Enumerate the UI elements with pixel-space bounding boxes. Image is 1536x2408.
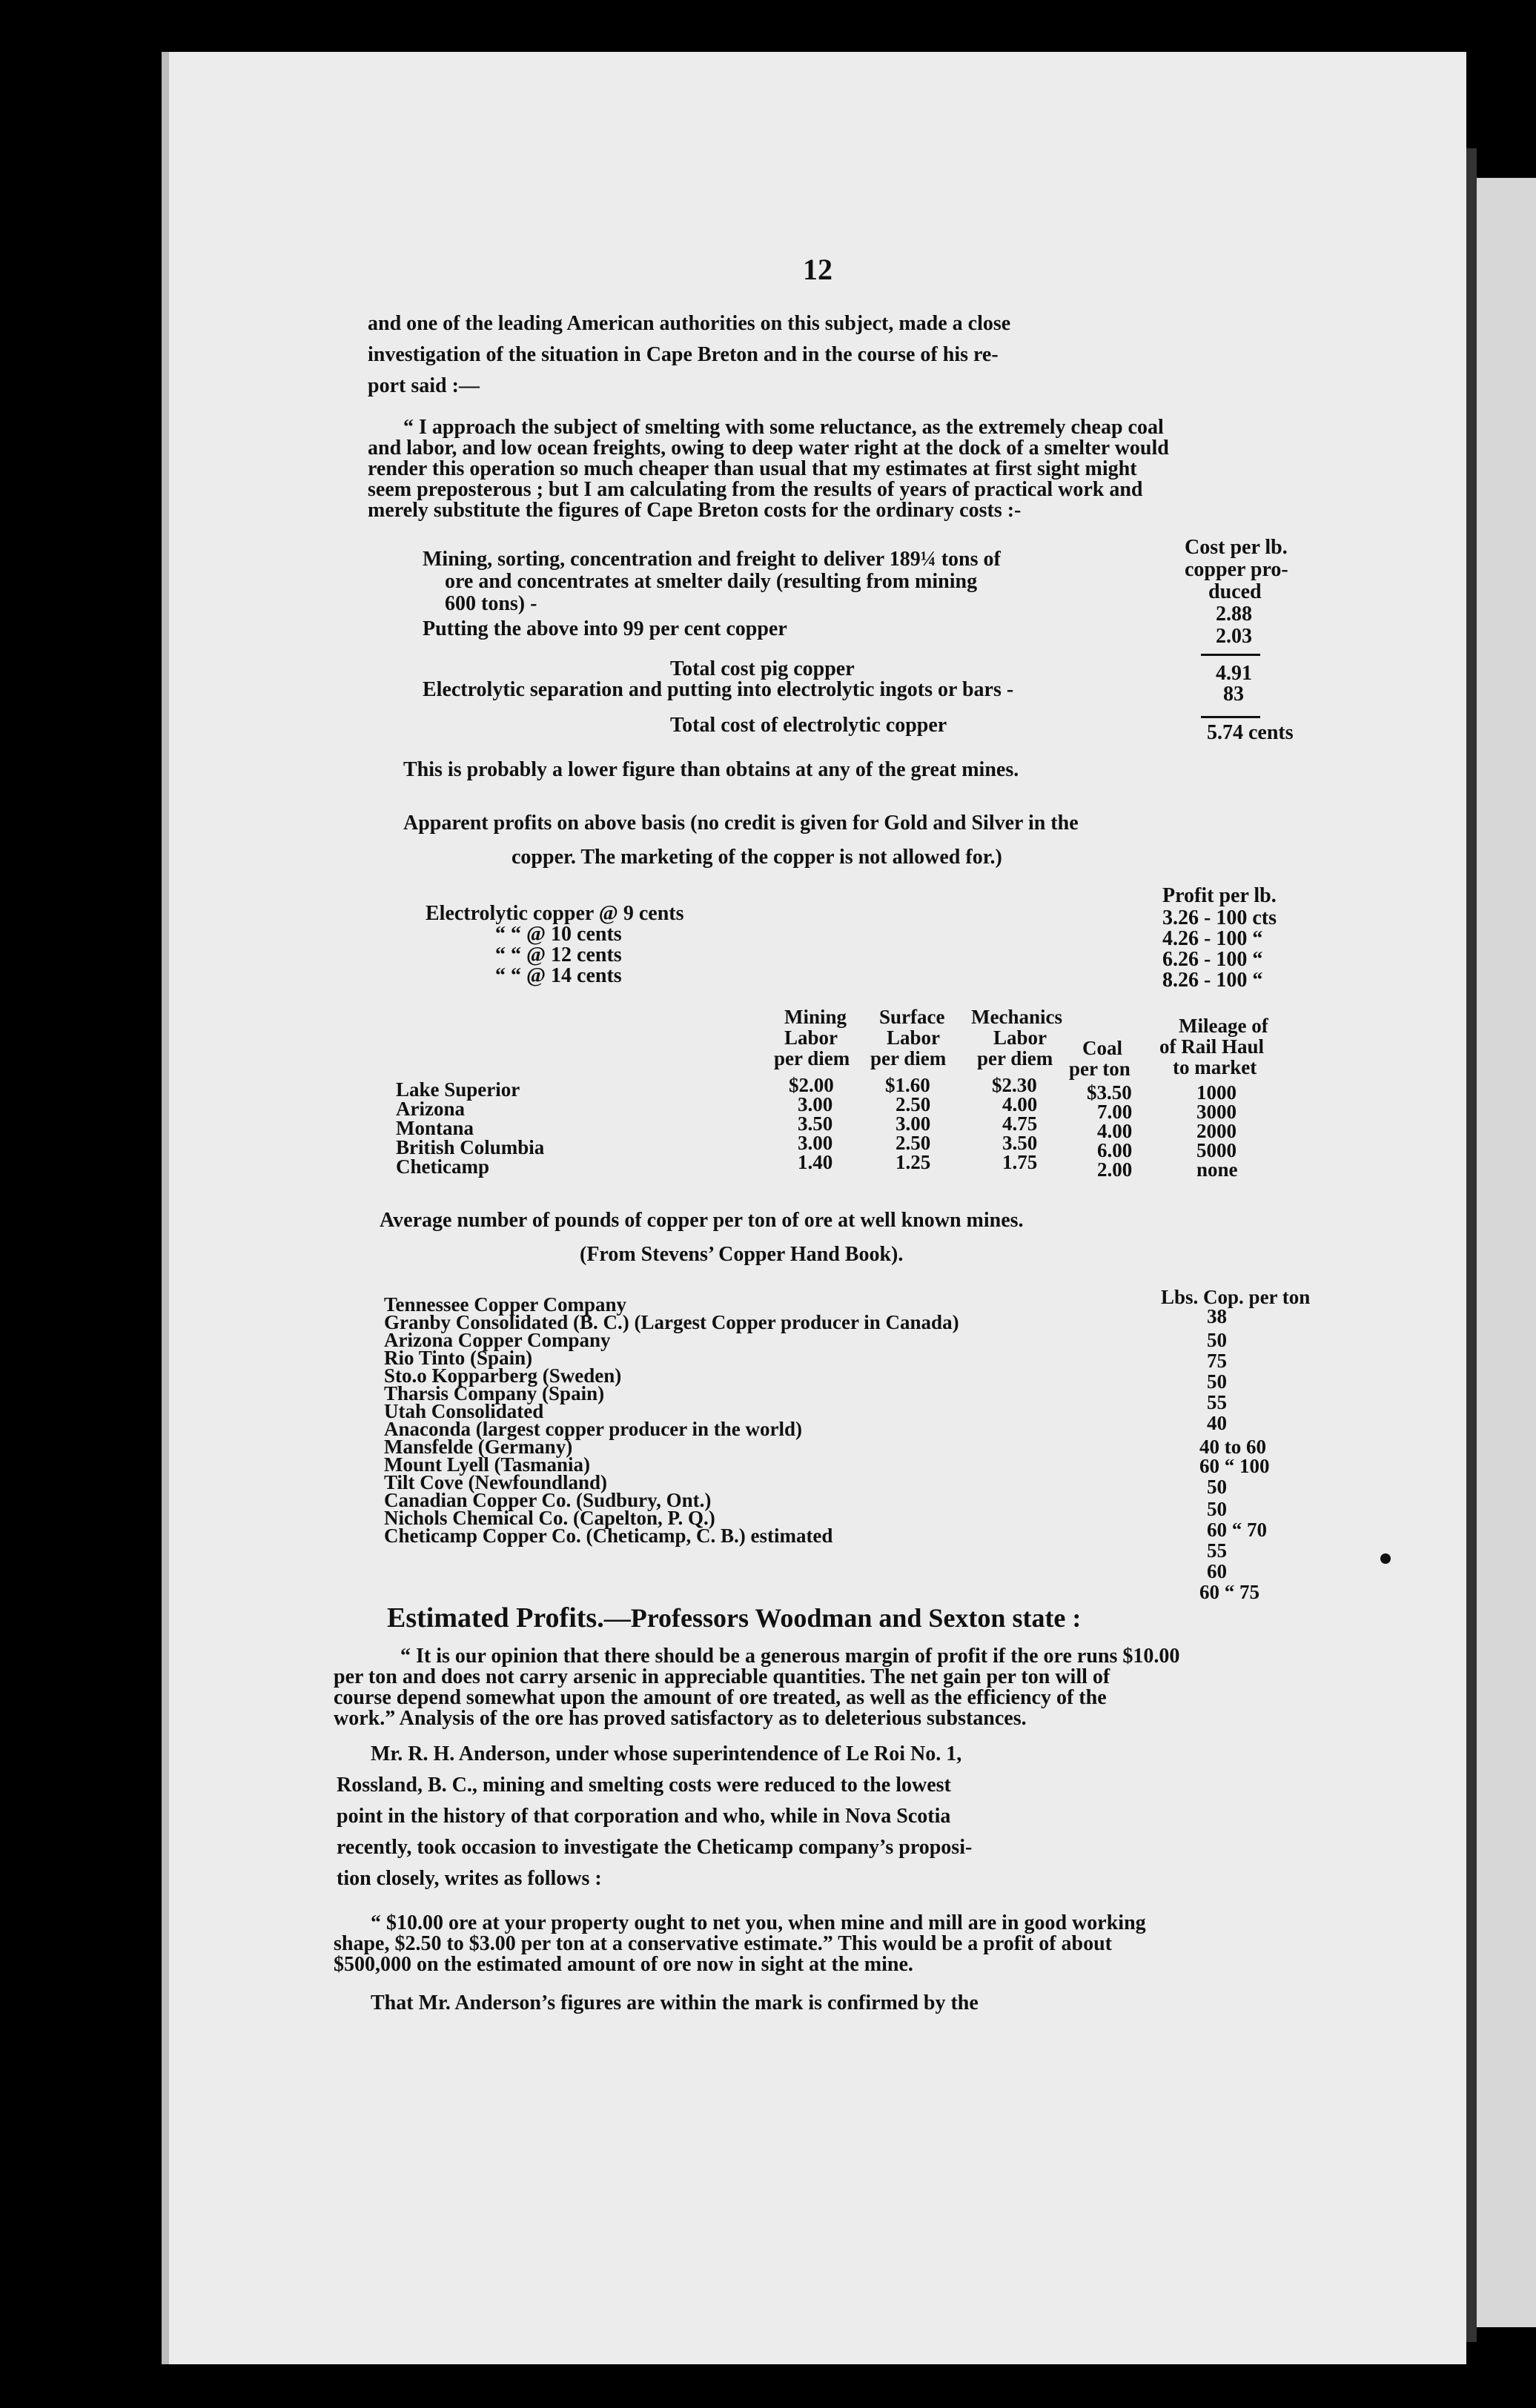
quote-line: seem preposterous ; but I am calculating from the results of years of practical work and <box>368 478 1143 501</box>
quote-line: merely substitute the figures of Cape Breton costs for the ordinary costs :- <box>368 499 1022 522</box>
adjacent-page-edge <box>1475 178 1536 2327</box>
column-header: per diem <box>977 1047 1053 1069</box>
cost-row-label: ore and concentrates at smelter daily (resulting from mining <box>445 570 978 593</box>
quote-line: shape, $2.50 to $3.00 per ton at a conservative estimate.” This would be a profit of about <box>334 1932 1112 1955</box>
table-cell: $2.00 <box>789 1074 834 1096</box>
cost-value: 4.91 <box>1216 662 1252 685</box>
cost-header: duced <box>1208 580 1262 603</box>
mine-name: Tilt Cove (Newfoundland) <box>384 1471 608 1493</box>
mine-name: Tennessee Copper Company <box>384 1293 627 1316</box>
table-cell: 4.00 <box>1002 1093 1038 1115</box>
mine-value: 40 to 60 <box>1199 1436 1266 1458</box>
mine-name: Mansfelde (Germany) <box>384 1436 573 1458</box>
quote-line: and labor, and low ocean freights, owing to deep water right at the dock of a smelter would <box>368 437 1169 460</box>
mine-name: Nichols Chemical Co. (Capelton, P. Q.) <box>384 1507 715 1529</box>
table-cell: $2.30 <box>992 1074 1037 1096</box>
quote-line: per ton and does not carry arsenic in appreciable quantities. The net gain per ton will of <box>334 1665 1110 1688</box>
cost-row-label: Electrolytic separation and putting into electrolytic ingots or bars - <box>423 678 1014 701</box>
sum-rule <box>1201 716 1260 718</box>
row-name: Arizona <box>396 1098 465 1120</box>
cost-row-label: Mining, sorting, concentration and freight to deliver 189¼ tons of <box>423 548 1001 571</box>
mine-value: 60 <box>1207 1560 1227 1582</box>
quote-line: “ $10.00 ore at your property ought to net you, when mine and mill are in good working <box>371 1911 1146 1934</box>
cost-header: copper pro- <box>1185 558 1288 581</box>
column-header: Coal <box>1082 1037 1122 1059</box>
paragraph-line: recently, took occasion to investigate the Cheticamp company’s proposi- <box>337 1836 973 1859</box>
table-cell: 3000 <box>1196 1101 1237 1123</box>
quote-line: work.” Analysis of the ore has proved satisfactory as to deleterious substances. <box>334 1707 1027 1730</box>
mine-name: Canadian Copper Co. (Sudbury, Ont.) <box>384 1489 712 1511</box>
profit-row-label: “ “ @ 10 cents <box>495 923 622 946</box>
table-cell: 3.00 <box>798 1132 833 1154</box>
table-cell: 4.75 <box>1002 1112 1038 1135</box>
mine-value: 50 <box>1207 1329 1227 1351</box>
mine-name: Mount Lyell (Tasmania) <box>384 1453 591 1476</box>
cost-value: 83 <box>1223 683 1244 706</box>
intro-line: and one of the leading American authorities on this subject, made a close <box>368 312 1011 335</box>
lower-figure-sentence: This is probably a lower figure than obtains at any of the great mines. <box>403 758 1019 781</box>
table-cell: 2.50 <box>896 1093 931 1115</box>
column-header: to market <box>1173 1056 1257 1078</box>
row-name: Lake Superior <box>396 1078 520 1101</box>
column-header: Labor <box>993 1026 1047 1049</box>
table-cell: 4.00 <box>1097 1120 1133 1142</box>
profit-row-label: Electrolytic copper @ 9 cents <box>426 902 684 925</box>
mine-value: 50 <box>1207 1370 1227 1393</box>
cost-total-label: Total cost of electrolytic copper <box>670 714 947 737</box>
column-header: Labor <box>784 1026 838 1049</box>
table-cell: 1.75 <box>1002 1151 1038 1173</box>
profit-row-value: 8.26 - 100 “ <box>1162 969 1263 992</box>
mine-name: Anaconda (largest copper producer in the world) <box>384 1418 802 1440</box>
column-header: Mechanics <box>971 1006 1062 1028</box>
intro-line: investigation of the situation in Cape Breton and in the course of his re- <box>368 343 999 366</box>
paragraph-line: tion closely, writes as follows : <box>337 1867 602 1890</box>
profit-row-value: 6.26 - 100 “ <box>1162 948 1263 971</box>
mine-value: 60 “ 75 <box>1199 1581 1259 1603</box>
mine-value: 75 <box>1207 1350 1227 1372</box>
table-cell: 2000 <box>1196 1120 1237 1142</box>
quote-line: render this operation so much cheaper than usual that my estimates at first sight might <box>368 457 1137 480</box>
table-cell: 3.00 <box>798 1093 833 1115</box>
document-page <box>162 52 1466 2364</box>
ink-dot <box>1380 1553 1391 1564</box>
cost-row-label: 600 tons) - <box>445 592 537 615</box>
heading-line: copper. The marketing of the copper is not allowed for.) <box>512 846 1002 869</box>
estimated-profits-heading: Estimated Profits. <box>387 1602 604 1633</box>
quote-line: course depend somewhat upon the amount of ore treated, as well as the efficiency of the <box>334 1686 1107 1709</box>
mine-name: Arizona Copper Company <box>384 1329 611 1351</box>
paragraph-line: Mr. R. H. Anderson, under whose superintendence of Le Roi No. 1, <box>371 1742 962 1765</box>
column-header: per ton <box>1069 1058 1131 1080</box>
table-cell: 6.00 <box>1097 1139 1133 1161</box>
heading-line: Average number of pounds of copper per ton of ore at well known mines. <box>380 1209 1024 1232</box>
column-header: per diem <box>870 1047 947 1069</box>
heading-line: Apparent profits on above basis (no credit is given for Gold and Silver in the <box>403 812 1079 835</box>
table-cell: 7.00 <box>1097 1101 1133 1123</box>
quote-line: “ I approach the subject of smelting with some reluctance, as the extremely cheap coal <box>403 416 1164 439</box>
cost-header: Cost per lb. <box>1185 536 1288 559</box>
profit-row-value: 4.26 - 100 “ <box>1162 927 1263 950</box>
table-cell: 3.00 <box>896 1112 931 1135</box>
row-name: Montana <box>396 1117 474 1139</box>
paragraph-line: point in the history of that corporation and who, while in Nova Scotia <box>337 1805 951 1828</box>
mine-name: Cheticamp Copper Co. (Cheticamp, C. B.) estimated <box>384 1525 833 1547</box>
table-cell: $3.50 <box>1087 1081 1132 1104</box>
sum-rule <box>1201 654 1260 656</box>
mine-name: Sto.o Kopparberg (Sweden) <box>384 1364 622 1387</box>
estimated-profits-line <box>387 1604 1081 1632</box>
cost-value: 2.88 <box>1216 603 1252 626</box>
mine-value: 50 <box>1207 1498 1227 1520</box>
mine-value: 55 <box>1207 1539 1227 1562</box>
cost-row-label: Putting the above into 99 per cent copper <box>423 617 787 640</box>
row-name: British Columbia <box>396 1136 545 1158</box>
column-header: Surface <box>879 1006 945 1028</box>
profit-row-label: “ “ @ 12 cents <box>495 943 622 966</box>
table-cell: $1.60 <box>885 1074 930 1096</box>
profit-header: Profit per lb. <box>1162 884 1277 907</box>
mine-name: Utah Consolidated <box>384 1400 544 1422</box>
column-header: Labor <box>887 1026 941 1049</box>
closing-line: That Mr. Anderson’s figures are within the mark is confirmed by the <box>371 1991 979 2014</box>
column-header: Mining <box>784 1006 847 1028</box>
mine-value: 38 <box>1207 1305 1227 1327</box>
mine-value: 55 <box>1207 1391 1227 1413</box>
row-name: Cheticamp <box>396 1155 489 1178</box>
heading-line: (From Stevens’ Copper Hand Book). <box>580 1243 904 1266</box>
table-cell: 3.50 <box>798 1112 833 1135</box>
table-cell: 1000 <box>1196 1081 1237 1104</box>
cost-total-label: Total cost pig copper <box>670 657 855 680</box>
table-cell: none <box>1196 1158 1238 1181</box>
cost-value: 2.03 <box>1216 625 1252 648</box>
quote-line: $500,000 on the estimated amount of ore now in sight at the mine. <box>334 1953 913 1976</box>
profit-row-value: 3.26 - 100 cts <box>1162 906 1277 929</box>
estimated-profits-text: —Professors Woodman and Sexton state : <box>603 1603 1082 1633</box>
column-header: per diem <box>774 1047 850 1069</box>
table-cell: 2.00 <box>1097 1158 1133 1181</box>
profit-row-label: “ “ @ 14 cents <box>495 964 622 987</box>
table-cell: 1.25 <box>896 1151 931 1173</box>
mines-header: Lbs. Cop. per ton <box>1161 1286 1311 1308</box>
mine-name: Granby Consolidated (B. C.) (Largest Copper producer in Canada) <box>384 1311 959 1333</box>
table-cell: 2.50 <box>896 1132 931 1154</box>
quote-line: “ It is our opinion that there should be a generous margin of profit if the ore runs $10.00 <box>400 1645 1180 1668</box>
intro-line: port said :— <box>368 374 480 397</box>
mine-value: 40 <box>1207 1412 1227 1434</box>
mine-name: Tharsis Company (Spain) <box>384 1382 605 1404</box>
column-header: Mileage of <box>1179 1015 1268 1037</box>
mine-value: 60 “ 70 <box>1207 1519 1267 1541</box>
paragraph-line: Rossland, B. C., mining and smelting costs were reduced to the lowest <box>337 1774 951 1797</box>
cost-value: 5.74 cents <box>1207 721 1294 744</box>
page-number: 12 <box>803 253 832 286</box>
table-cell: 1.40 <box>798 1151 833 1173</box>
mine-value: 60 “ 100 <box>1199 1455 1270 1477</box>
mine-value: 50 <box>1207 1476 1227 1498</box>
table-cell: 3.50 <box>1002 1132 1038 1154</box>
table-cell: 5000 <box>1196 1139 1237 1161</box>
column-header: of Rail Haul <box>1159 1035 1265 1058</box>
mine-name: Rio Tinto (Spain) <box>384 1347 533 1369</box>
